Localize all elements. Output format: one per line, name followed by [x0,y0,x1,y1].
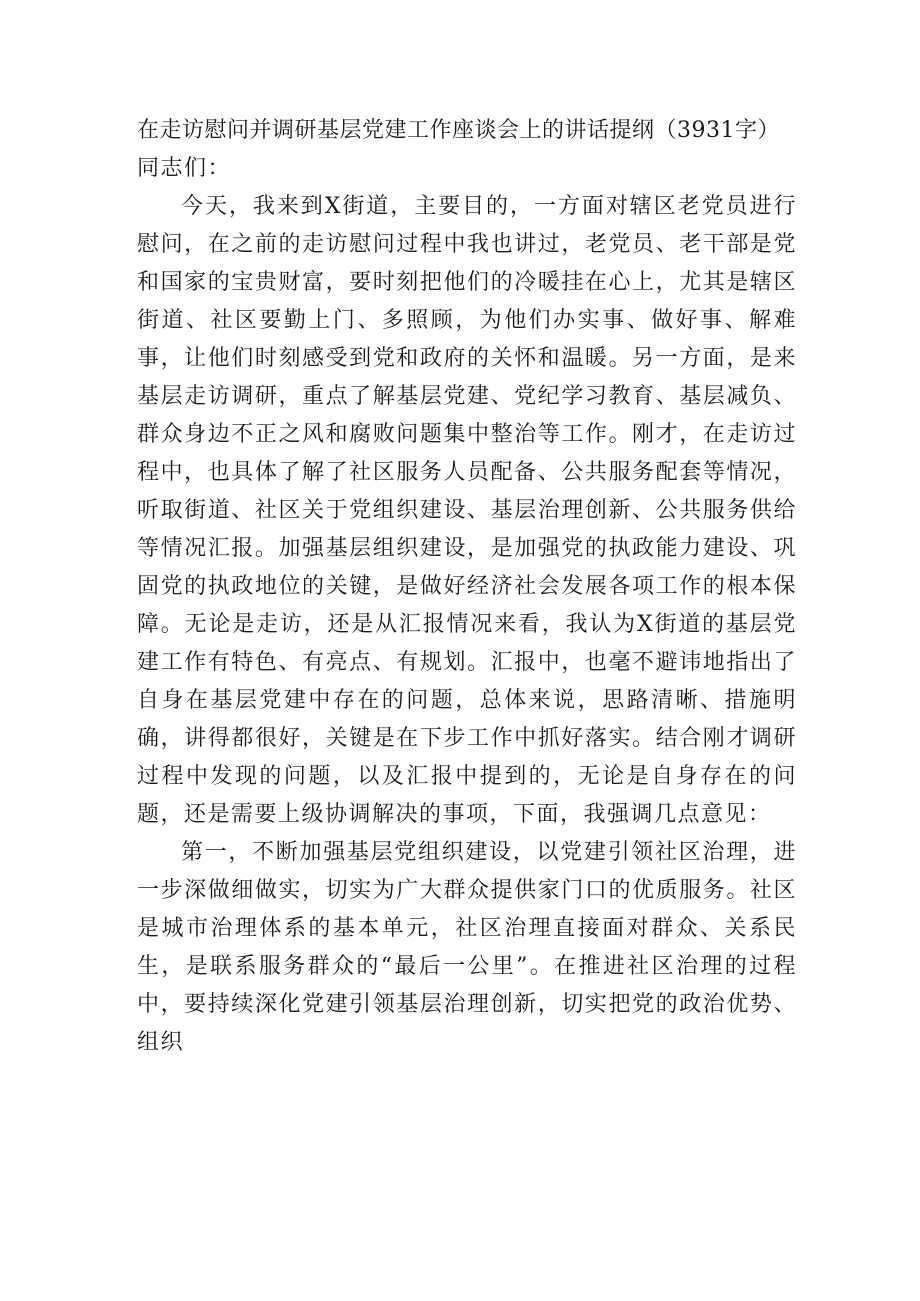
salutation: 同志们： [137,156,232,181]
paragraph-point-one: 第一，不断加强基层党组织建设，以党建引领社区治理，进一步深做细做实，切实为广大群众提供家门口的优质服务。社区是城市治理体系的基本单元，社区治理直接面对群众、关系民生，是联系服务群众的“最后一公里”。在推进社区治理的过程中，要持续深化党建引领基层治理创新，切实把党的政治优势、组织 [137,840,797,1055]
document-body [137,112,797,1062]
paragraph-intro: 今天，我来到X街道，主要目的，一方面对辖区老党员进行慰问，在之前的走访慰问过程中我也讲过，老党员、老干部是党和国家的宝贵财富，要时刻把他们的冷暖挂在心上，尤其是辖区街道、社区要勤上门、多照顾，为他们办实事、做好事、解难事，让他们时刻感受到党和政府的关怀和温暖。另一方面，是来基层走访调研，重点了解基层党建、党纪学习教育、基层减负、群众身边不正之风和腐败问题集中整治等工作。刚才，在走访过程中，也具体了解了社区服务人员配备、公共服务配套等情况，听取街道、社区关于党组织建设、基层治理创新、公共服务供给等情况汇报。加强基层组织建设，是加强党的执政能力建设、巩固党的执政地位的关键，是做好经济社会发展各项工作的根本保障。无论是走访，还是从汇报情况来看，我认为X街道的基层党建工作有特色、有亮点、有规划。汇报中，也毫不避讳地指出了自身在基层党建中存在的问题，总体来说，思路清晰、措施明确，讲得都很好，关键是在下步工作中抓好落实。结合刚才调研过程中发现的问题，以及汇报中提到的，无论是自身存在的问题，还是需要上级协调解决的事项，下面，我强调几点意见： [137,194,797,827]
document-title: 在走访慰问并调研基层党建工作座谈会上的讲话提纲（3931字） [137,118,780,143]
